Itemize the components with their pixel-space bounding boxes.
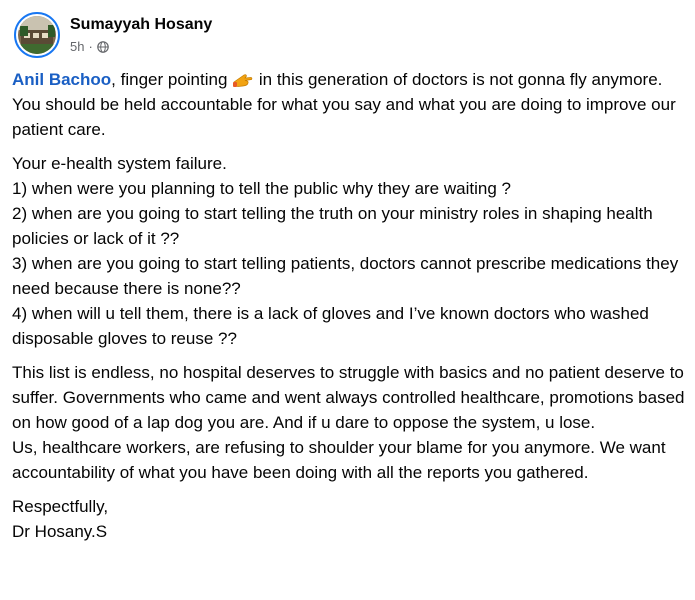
avatar-image [18,16,56,54]
closing-paragraph-1: This list is endless, no hospital deserves to struggle with basics and no patient deserve to suffer. Governments who came and went always controlled healthcare, promotions based on how good of a lap dog you are. And if u dare to oppose the system, u lose. [12,363,685,432]
post-body [12,67,692,553]
post-timestamp[interactable]: 5h [70,39,85,54]
list-heading: Your e-health system failure. [12,154,227,173]
post-meta [70,12,212,55]
list-item: 4) when will u tell them, there is a lack of gloves and I’ve known doctors who washed disposable gloves to reuse ?? [12,304,649,348]
globe-icon[interactable] [97,41,109,53]
intro-text-a: , finger pointing [111,70,233,89]
intro-text-b: in this generation of doctors is not gonna fly anymore. You should be held accountable for what you say and what you are doing to improve our patient care. [12,70,676,139]
list-item: 3) when are you going to start telling patients, doctors cannot prescribe medications they need because there is none?? [12,254,679,298]
separator-dot: · [88,39,93,54]
pointing-hand-icon [233,71,253,88]
avatar[interactable] [14,12,60,58]
closing-paragraph-2: Us, healthcare workers, are refusing to shoulder your blame for you anymore. We want accountability of what you have been doing with all the reports you gathered. [12,438,666,482]
signature-block [12,494,692,544]
intro-paragraph [12,67,692,142]
author-name[interactable]: Sumayyah Hosany [70,16,213,33]
closing-block [12,360,692,485]
list-item: 2) when are you going to start telling the truth on your ministry roles in shaping health policies or lack of it ?? [12,204,653,248]
list-block [12,151,692,351]
signoff: Respectfully, [12,497,109,516]
post-subline [70,39,212,55]
post-header [14,12,212,58]
signature: Dr Hosany.S [12,522,108,541]
mention-link[interactable]: Anil Bachoo [12,70,112,89]
list-item: 1) when were you planning to tell the public why they are waiting ? [12,179,511,198]
